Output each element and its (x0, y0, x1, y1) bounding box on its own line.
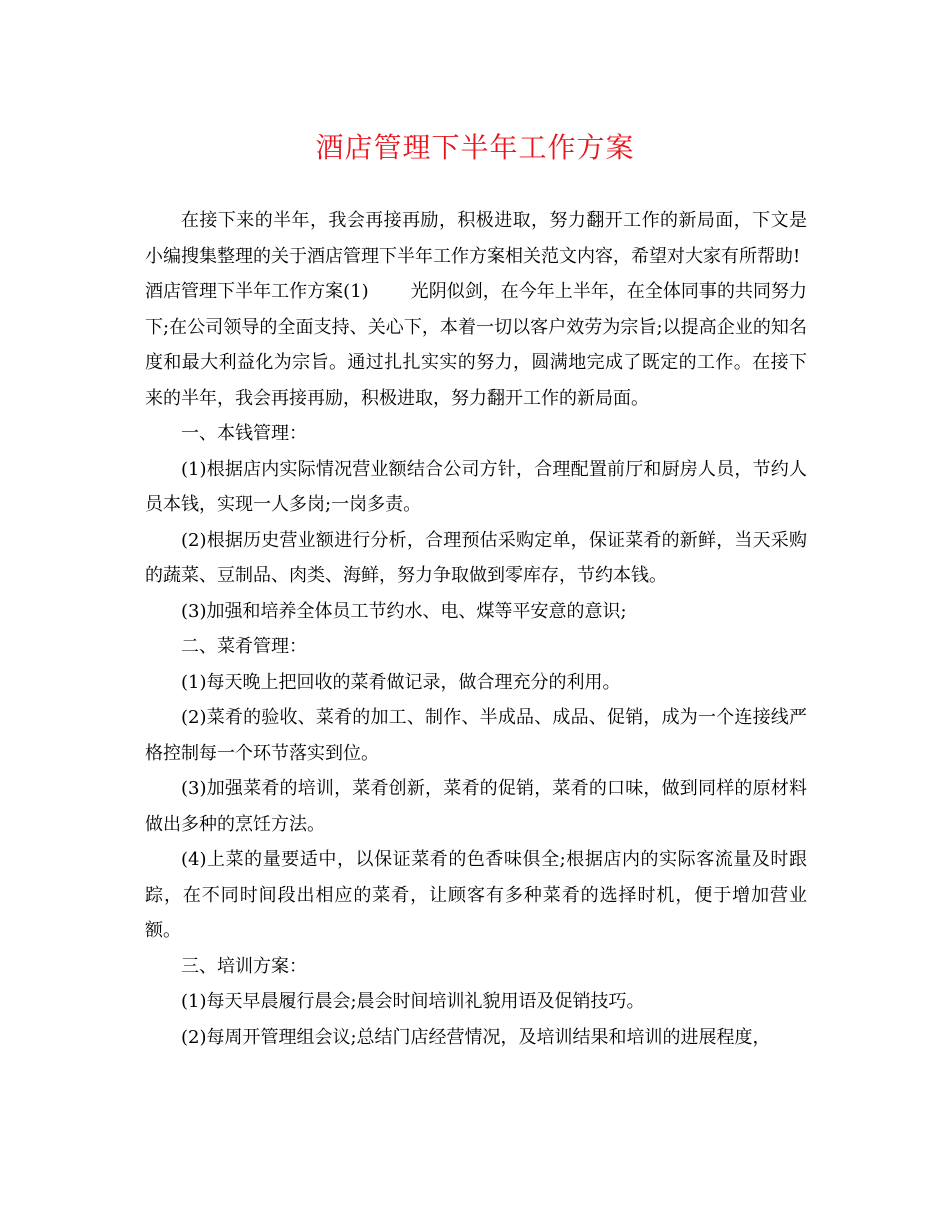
plan-label: 酒店管理下半年工作方案(1) (145, 281, 369, 302)
cost-item-1: (1)根据店内实际情况营业额结合公司方针，合理配置前厅和厨房人员，节约人员本钱，实现一人多岗;一岗多责。 (145, 458, 807, 515)
plan-text: 光阴似剑，在今年上半年，在全体同事的共同努力下;在公司领导的全面支持、关心下，本着一切以客户效劳为宗旨;以提高企业的知名度和最大利益化为宗旨。通过扎扎实实的努力，圆满地完成了既定的工作。在接下来的半年，我会再接再励，积极进取，努力翻开工作的新局面。 (145, 281, 808, 409)
training-item-1: (1)每天早晨履行晨会;晨会时间培训礼貌用语及促销技巧。 (181, 991, 645, 1012)
dishes-item-2: (2)菜肴的验收、菜肴的加工、制作、半成品、成品、促销，成为一个连接线严格控制每一个环节落实到位。 (145, 707, 807, 764)
dishes-item-4: (4)上菜的量要适中，以保证菜肴的色香味俱全;根据店内的实际客流量及时跟踪，在不同时间段出相应的菜肴，让顾客有多种菜肴的选择时机，便于增加营业额。 (145, 849, 807, 941)
cost-item-2: (2)根据历史营业额进行分析，合理预估采购定单，保证菜肴的新鲜，当天采购的蔬菜、豆制品、肉类、海鲜，努力争取做到零库存，节约本钱。 (145, 529, 807, 586)
document-body (145, 203, 807, 1055)
section-heading-cost: 一、本钱管理： (181, 423, 307, 444)
dishes-item-3: (3)加强菜肴的培训，菜肴创新，菜肴的促销，菜肴的口味，做到同样的原材料做出多种的烹饪方法。 (145, 778, 807, 835)
section-heading-training: 三、培训方案： (181, 955, 307, 977)
section-heading-dishes: 二、菜肴管理： (181, 636, 307, 657)
training-item-2: (2)每周开管理组会议;总结门店经营情况，及培训结果和培训的进展程度， (181, 1026, 771, 1048)
dishes-item-1: (1)每天晚上把回收的菜肴做记录，做合理充分的利用。 (181, 671, 621, 693)
cost-item-3: (3)加强和培养全体员工节约水、电、煤等平安意的意识; (181, 600, 627, 622)
document-title: 酒店管理下半年工作方案 (315, 131, 635, 164)
plan-paragraph (145, 274, 807, 416)
intro-paragraph: 在接下来的半年，我会再接再励，积极进取，努力翻开工作的新局面，下文是小编搜集整理的关于酒店管理下半年工作方案相关范文内容，希望对大家有所帮助! (145, 210, 807, 267)
